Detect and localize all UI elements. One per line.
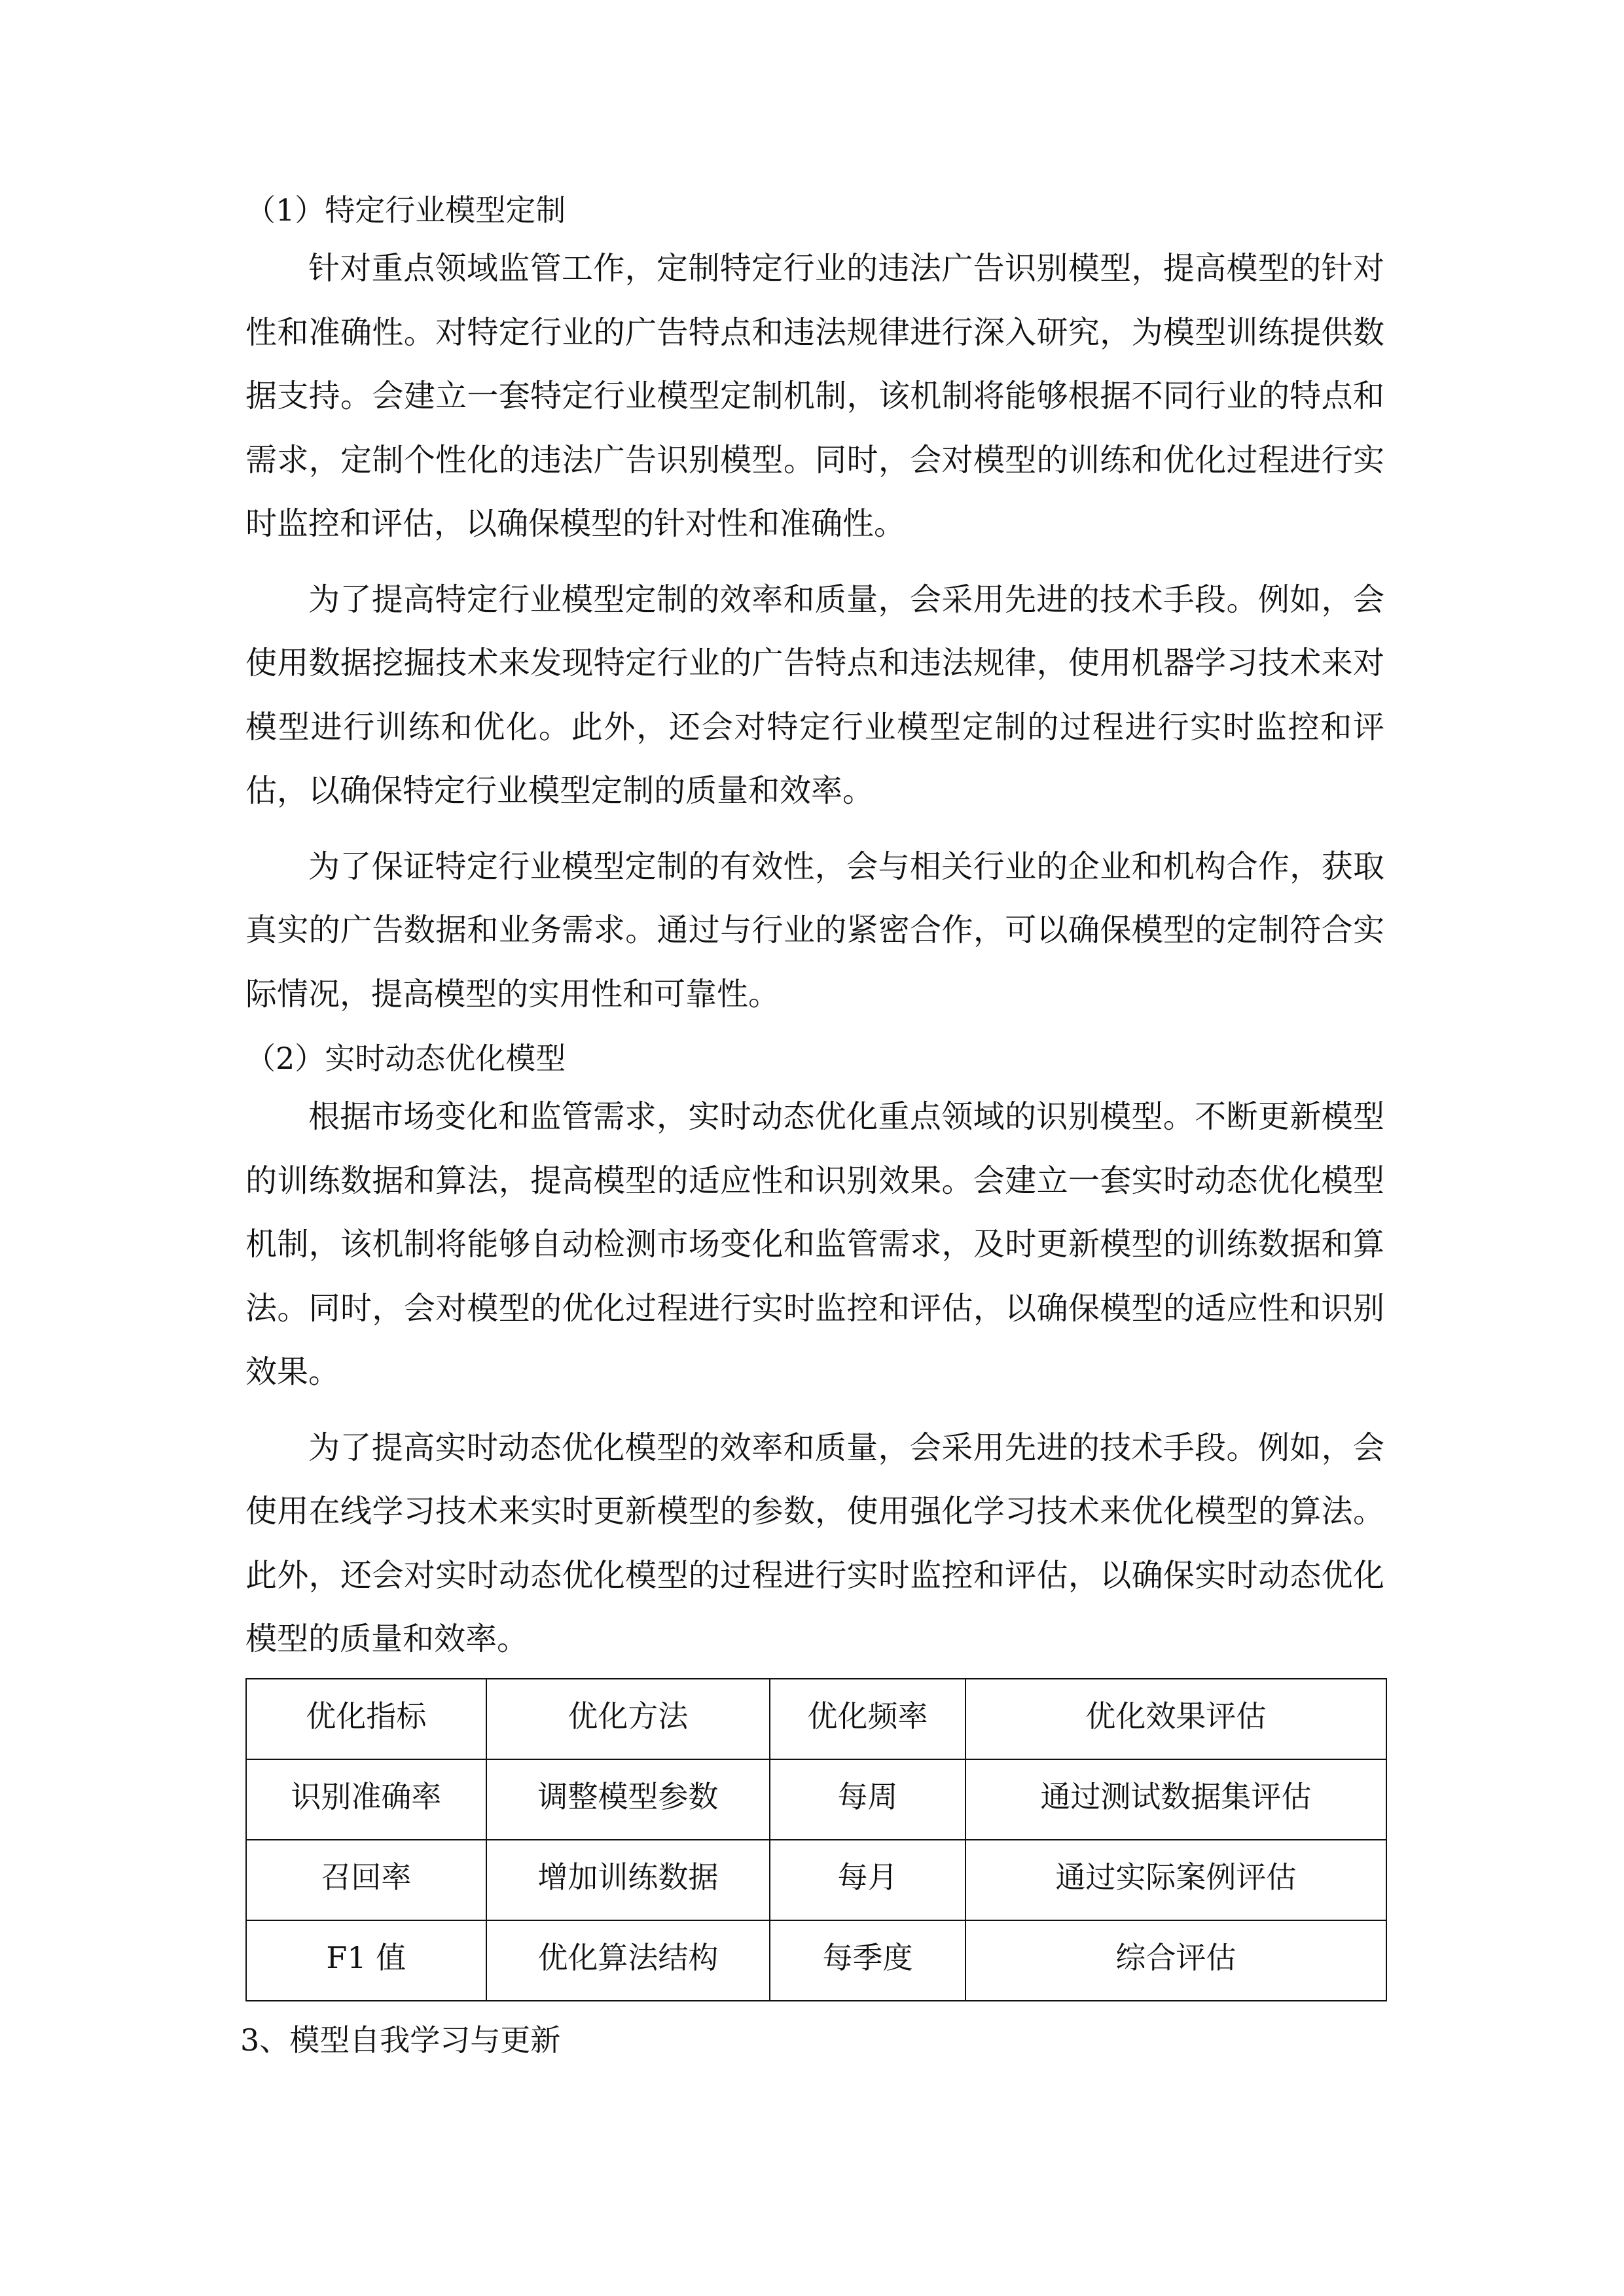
table-cell: F1 值 (246, 1920, 486, 2001)
next-section-heading: 3、模型自我学习与更新 (240, 2022, 561, 2058)
paragraph: 根据市场变化和监管需求，实时动态优化重点领域的识别模型。不断更新模型的训练数据和算法，提高模型的适应性和识别效果。会建立一套实时动态优化模型机制，该机制将能够自动检测市场变化和监管需求，及时更新模型的训练数据和算法。同时，会对模型的优化过程进行实时监控和评估，以确保模型的适应性和识别效果。 (245, 1098, 1384, 1390)
document-page (240, 183, 1384, 2067)
table-row (246, 1920, 1386, 2001)
table-header-cell: 优化方法 (486, 1679, 770, 1759)
table-cell: 识别准确率 (246, 1759, 486, 1840)
paragraph: 针对重点领域监管工作，定制特定行业的违法广告识别模型，提高模型的针对性和准确性。对特定行业的广告特点和违法规律进行深入研究，为模型训练提供数据支持。会建立一套特定行业模型定制机制，该机制将能够根据不同行业的特点和需求，定制个性化的违法广告识别模型。同时，会对模型的训练和优化过程进行实时监控和评估，以确保模型的针对性和准确性。 (245, 250, 1384, 542)
table-header-cell: 优化频率 (770, 1679, 965, 1759)
table-cell: 通过实际案例评估 (965, 1840, 1386, 1920)
table-cell: 每周 (770, 1759, 965, 1840)
table-cell: 调整模型参数 (486, 1759, 770, 1840)
paragraph: 为了保证特定行业模型定制的有效性，会与相关行业的企业和机构合作，获取真实的广告数据和业务需求。通过与行业的紧密合作，可以确保模型的定制符合实际情况，提高模型的实用性和可靠性。 (245, 848, 1384, 1013)
optimization-table (245, 1678, 1387, 2001)
table-cell: 每月 (770, 1840, 965, 1920)
table-cell: 综合评估 (965, 1920, 1386, 2001)
table-header-row (246, 1679, 1386, 1759)
table-row (246, 1840, 1386, 1920)
table-header-cell: 优化效果评估 (965, 1679, 1386, 1759)
table-row (246, 1759, 1386, 1840)
table-header-cell: 优化指标 (246, 1679, 486, 1759)
section-heading-1: （1）特定行业模型定制 (245, 192, 566, 228)
table-cell: 召回率 (246, 1840, 486, 1920)
table-cell: 增加训练数据 (486, 1840, 770, 1920)
paragraph: 为了提高特定行业模型定制的效率和质量，会采用先进的技术手段。例如，会使用数据挖掘技术来发现特定行业的广告特点和违法规律，使用机器学习技术来对模型进行训练和优化。此外，还会对特定行业模型定制的过程进行实时监控和评估，以确保特定行业模型定制的质量和效率。 (245, 581, 1384, 809)
table-cell: 通过测试数据集评估 (965, 1759, 1386, 1840)
table-cell: 优化算法结构 (486, 1920, 770, 2001)
paragraph: 为了提高实时动态优化模型的效率和质量，会采用先进的技术手段。例如，会使用在线学习技术来实时更新模型的参数，使用强化学习技术来优化模型的算法。此外，还会对实时动态优化模型的过程进行实时监控和评估，以确保实时动态优化模型的质量和效率。 (245, 1429, 1384, 1657)
table-cell: 每季度 (770, 1920, 965, 2001)
section-heading-2: （2）实时动态优化模型 (245, 1041, 566, 1076)
